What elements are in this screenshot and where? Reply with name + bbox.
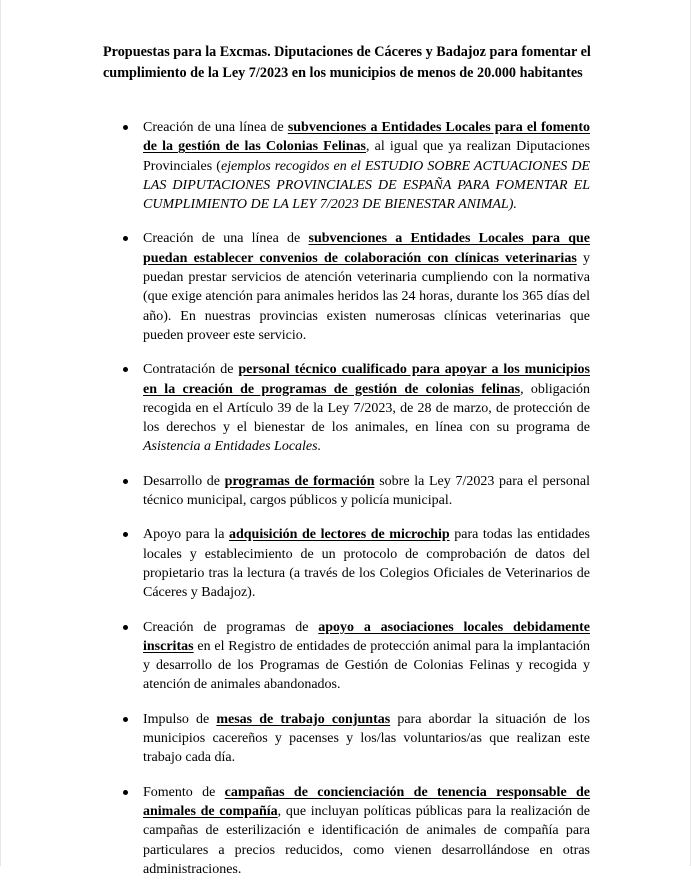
bullet-icon: [123, 717, 128, 722]
list-item: [1, 525, 590, 602]
item-text: Fomento de: [143, 784, 225, 800]
bullet-icon: [123, 367, 128, 372]
document-title: Propuestas para la Excmas. Diputaciones de Cáceres y Badajoz para fomentar el cumplimiento de la Ley 7/2023 en los municipios de menos de 20.000 habitantes: [103, 44, 591, 81]
bullet-icon: [123, 790, 128, 795]
list-item: [1, 710, 590, 768]
bullet-icon: [123, 236, 128, 241]
list-item: [1, 360, 590, 456]
item-text: Creación de una línea de: [143, 120, 288, 135]
item-text: , que incluyan políticas públicas para la realización de campañas de esterilización e identificación de animales de compañía para particulares a precios reducidos, como vienen desarrollándose en otras administraciones.: [143, 803, 590, 877]
item-text: sobre la Ley 7/2023 para el personal técnico municipal, cargos públicos y policía municipal.: [143, 473, 590, 509]
item-highlight: apoyo a asociaciones locales debidamente inscritas: [143, 619, 590, 654]
item-text: Creación de programas de: [143, 619, 319, 635]
item-text: , obligación recogida en el Artículo 39 de la Ley 7/2023, de 28 de marzo, de protección de los derechos y el bienestar de los animales, en línea con su programa de: [143, 381, 590, 436]
item-text: Impulso de: [143, 711, 217, 727]
proposal-list: [1, 118, 691, 894]
list-item: [1, 229, 590, 345]
item-italic: ejemplos recogidos en el ESTUDIO SOBRE ACTUACIONES DE LAS DIPUTACIONES PROVINCIALES DE ESPAÑA PARA FOMENTAR EL CUMPLIMIENTO DE LA LEY 7/2023 DE BIENESTAR ANIMAL).: [143, 158, 590, 213]
item-text: Desarrollo de: [143, 473, 225, 489]
list-item: [1, 472, 590, 511]
bullet-icon: [123, 125, 128, 130]
item-text: en el Registro de entidades de protección animal para la implantación y desarrollo de los Programas de Gestión de Colonias Felinas y recogida y atención de animales abandonados.: [143, 638, 590, 693]
item-text: Creación de una línea de: [143, 231, 309, 247]
item-italic: Asistencia a Entidades Locales.: [143, 439, 322, 455]
bullet-icon: [123, 479, 128, 484]
item-text: para abordar la situación de los municipios cacereños y pacenses y los/las voluntarios/as que realizan este trabajo cada día.: [143, 711, 590, 766]
item-text: , al igual que ya realizan Diputaciones Provinciales (: [143, 139, 590, 174]
list-item: [1, 618, 590, 695]
item-text: Contratación de: [143, 362, 239, 378]
item-highlight: subvenciones a Entidades Locales para que puedan establecer convenios de colaboración con clínicas veterinarias: [143, 231, 590, 266]
item-highlight: programas de formación: [224, 473, 375, 489]
item-highlight: adquisición de lectores de microchip: [228, 527, 450, 543]
item-highlight: subvenciones a Entidades Locales para el fomento de la gestión de las Colonias Felinas: [143, 120, 590, 155]
bullet-icon: [123, 532, 128, 537]
item-highlight: campañas de concienciación de tenencia responsable de animales de compañía: [143, 784, 590, 819]
item-highlight: personal técnico cualificado para apoyar a los municipios en la creación de programas de gestión de colonias felinas: [143, 362, 590, 397]
item-text: y puedan prestar servicios de atención veterinaria cumpliendo con la normativa (que exige atención para animales heridos las 24 horas, durante los 365 días del año). En nuestras provincias existen numerosas clínicas veterinarias que pueden proveer este servicio.: [143, 250, 591, 343]
item-text: para todas las entidades locales y establecimiento de un protocolo de comprobación de datos del propietario tras la lectura (a través de los Colegios Oficiales de Veterinarios de Cáceres y Badajoz).: [143, 527, 590, 601]
item-text: Apoyo para la: [143, 527, 229, 543]
list-item: [1, 118, 590, 214]
item-highlight: mesas de trabajo conjuntas: [216, 711, 391, 727]
bullet-icon: [123, 625, 128, 630]
list-item: [1, 783, 590, 879]
